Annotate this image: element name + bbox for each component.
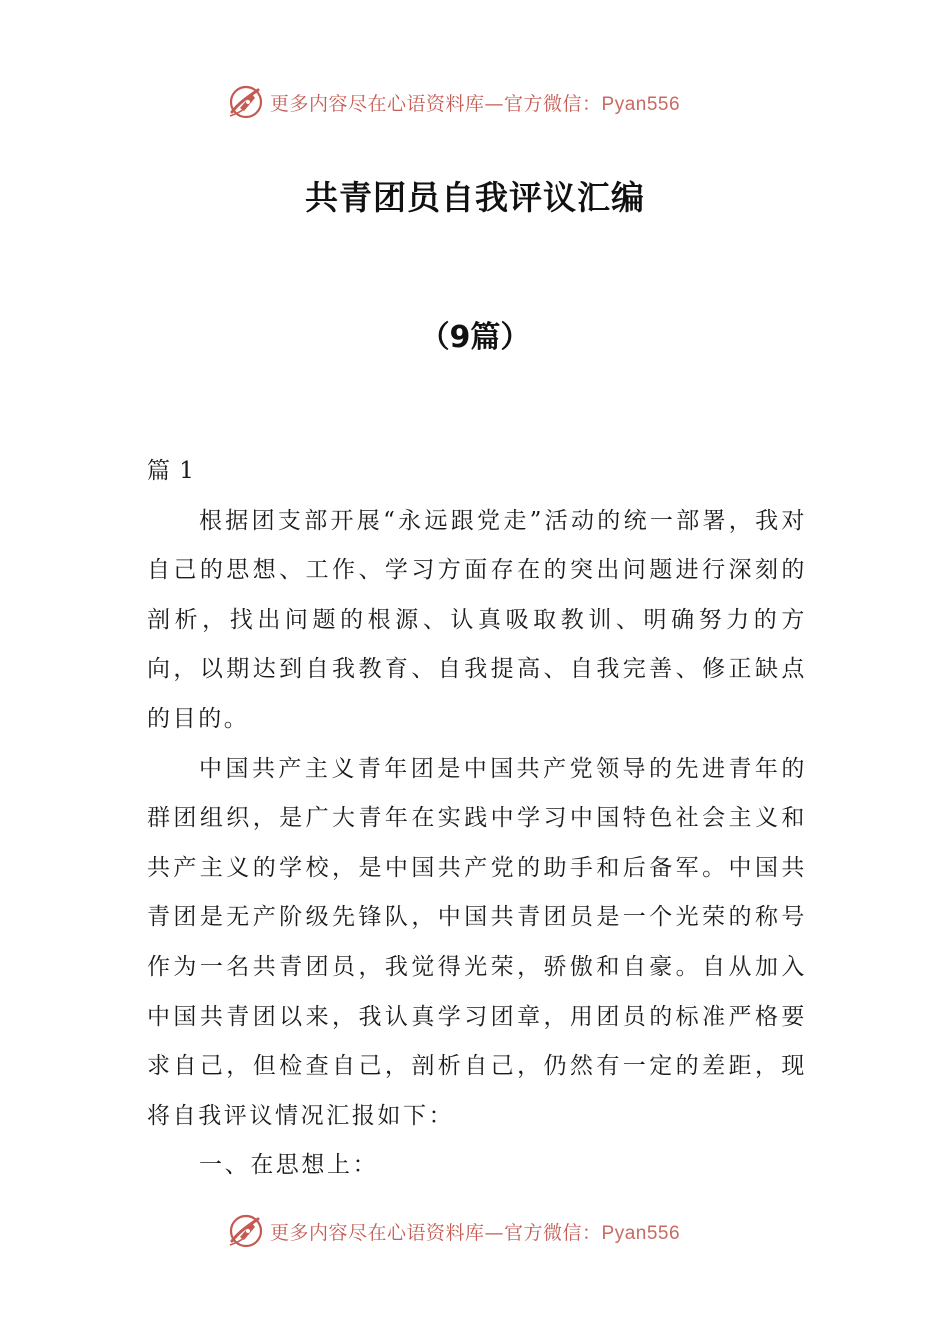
watermark-banner-top xyxy=(226,80,726,124)
paragraph: 中国共产主义青年团是中国共产党领导的先进青年的群团组织，是广大青年在实践中学习中国特色社会主义和共产主义的学校，是中国共产党的助手和后备军。中国共青团是无产阶级先锋队，中国共青团员是一个光荣的称号作为一名共青团员，我觉得光荣，骄傲和自豪。自从加入中国共青团以来，我认真学习团章，用团员的标准严格要求自己，但检查自己，剖析自己，仍然有一定的差距，现将自我评议情况汇报如下： xyxy=(147,755,807,1129)
pen-nib-logo-icon xyxy=(226,82,266,122)
watermark-banner-bottom xyxy=(226,1209,726,1253)
wechat-handle: Pyan556 xyxy=(601,1222,681,1244)
document-subtitle: （9篇） xyxy=(419,320,531,355)
pen-nib-logo-icon xyxy=(226,1211,266,1251)
watermark-promo-text: 更多内容尽在心语资料库—官方微信：Pyan556 xyxy=(270,1221,681,1244)
section-heading: 一、在思想上： xyxy=(199,1152,379,1179)
document-title: 共青团员自我评议汇编 xyxy=(305,178,645,217)
wechat-handle: Pyan556 xyxy=(601,93,681,115)
watermark-promo-text: 更多内容尽在心语资料库—官方微信：Pyan556 xyxy=(270,92,681,115)
document-body xyxy=(147,447,807,1191)
paragraph: 根据团支部开展“永远跟党走”活动的统一部署，我对自己的思想、工作、学习方面存在的突出问题进行深刻的剖析，找出问题的根源、认真吸取教训、明确努力的方向，以期达到自我教育、自我提高、自我完善、修正缺点的目的。 xyxy=(147,507,807,732)
section-label: 篇 1 xyxy=(147,458,195,484)
